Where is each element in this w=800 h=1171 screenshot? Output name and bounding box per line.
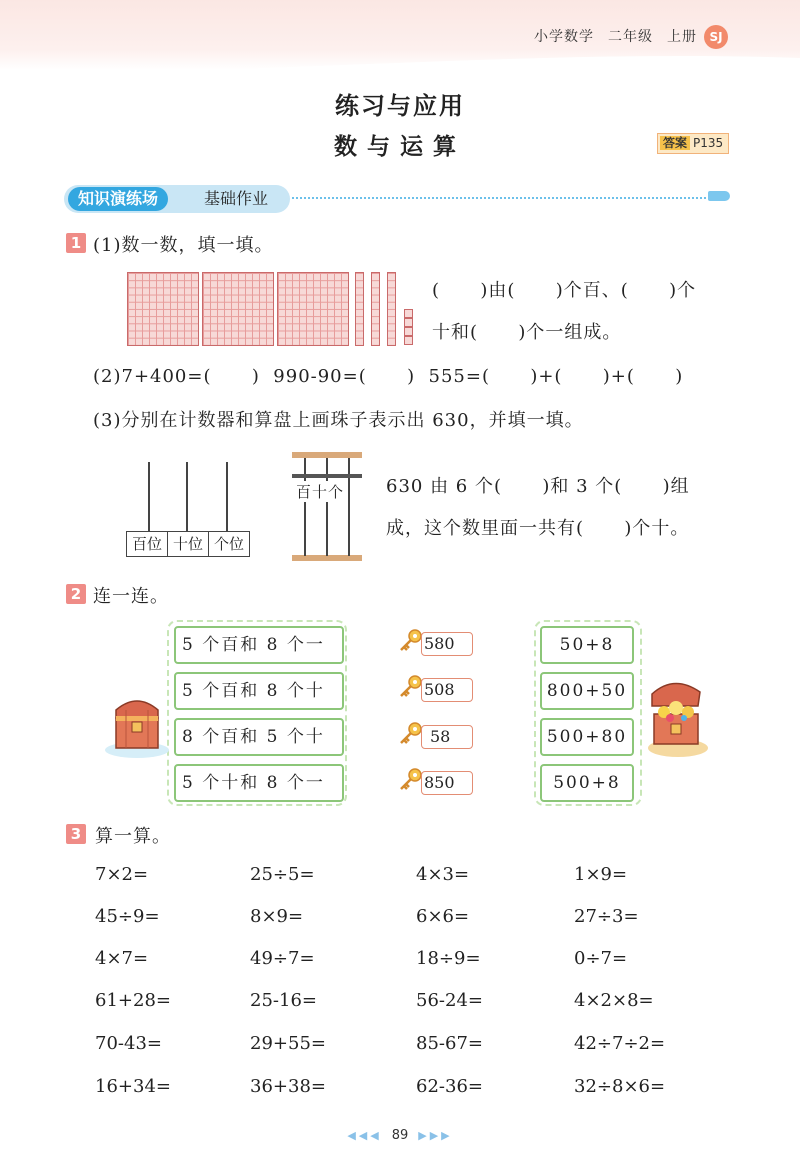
match-left-item[interactable]: 8 个百和 5 个十 bbox=[174, 718, 344, 756]
one-cube bbox=[404, 318, 413, 327]
series-volume: 上册 bbox=[667, 29, 697, 45]
match-number-box[interactable]: 580 bbox=[421, 632, 473, 656]
calc-item[interactable]: 7×2= bbox=[95, 864, 149, 885]
calc-item[interactable]: 42÷7÷2= bbox=[574, 1033, 666, 1054]
calc-item[interactable]: 70-43= bbox=[95, 1033, 162, 1054]
q1-part2-equations[interactable]: (2)7+400=( ) 990-90=( ) 555=( )+( )+( ) bbox=[93, 366, 684, 387]
calc-item[interactable]: 8×9= bbox=[250, 906, 304, 927]
calc-item[interactable]: 32÷8×6= bbox=[574, 1076, 666, 1097]
abacus-beam bbox=[292, 474, 362, 478]
match-number-box[interactable]: 508 bbox=[421, 678, 473, 702]
counter-label-tens: 十位 bbox=[167, 532, 208, 556]
calc-item[interactable]: 25÷5= bbox=[250, 864, 315, 885]
match-number-box[interactable]: 58 bbox=[421, 725, 473, 749]
q3-prompt: 算一算。 bbox=[95, 826, 171, 847]
match-number-box[interactable]: 850 bbox=[421, 771, 473, 795]
section-band-title: 知识演练场 bbox=[68, 187, 168, 211]
series-grade: 二年级 bbox=[608, 29, 653, 45]
q1-part3-fill-line-2[interactable]: 成，这个数里面一共有( )个十。 bbox=[386, 518, 690, 539]
abacus-label-hundreds: 百 bbox=[296, 483, 313, 501]
calc-item[interactable]: 29+55= bbox=[250, 1033, 326, 1054]
calc-item[interactable]: 1×9= bbox=[574, 864, 628, 885]
question-number-2: 2 bbox=[66, 584, 86, 604]
one-cube bbox=[404, 336, 413, 345]
counter-label-ones: 个位 bbox=[208, 532, 249, 556]
one-cube bbox=[404, 327, 413, 336]
calc-item[interactable]: 36+38= bbox=[250, 1076, 326, 1097]
abacus-label-tens: 十 bbox=[312, 483, 329, 501]
calc-item[interactable]: 49÷7= bbox=[250, 948, 315, 969]
calc-item[interactable]: 62-36= bbox=[416, 1076, 483, 1097]
page-title: 练习与应用 bbox=[335, 92, 465, 120]
closed-chest-icon bbox=[102, 680, 172, 760]
q1-part3-fill-line-1[interactable]: 630 由 6 个( )和 3 个( )组 bbox=[386, 476, 690, 497]
ten-rod bbox=[387, 272, 396, 346]
hundred-block bbox=[202, 272, 274, 346]
counter-rod-ones[interactable] bbox=[226, 462, 228, 532]
edition-badge: SJ bbox=[704, 25, 728, 49]
question-number-1: 1 bbox=[66, 233, 86, 253]
calc-item[interactable]: 56-24= bbox=[416, 990, 483, 1011]
section-divider bbox=[292, 197, 710, 199]
pencil-icon bbox=[708, 191, 730, 201]
ten-rod bbox=[355, 272, 364, 346]
series-subject: 小学数学 bbox=[534, 29, 594, 45]
section-band-subtitle: 基础作业 bbox=[204, 189, 269, 208]
question-number-3: 3 bbox=[66, 824, 86, 844]
match-right-item[interactable]: 500+8 bbox=[540, 764, 634, 802]
q1-fill-line-2[interactable]: 十和( )个一组成。 bbox=[432, 322, 622, 343]
calc-item[interactable]: 4×2×8= bbox=[574, 990, 654, 1011]
answer-reference[interactable] bbox=[657, 133, 729, 154]
calc-item[interactable]: 25-16= bbox=[250, 990, 317, 1011]
answer-page: P135 bbox=[693, 136, 724, 150]
abacus-rod-hundreds[interactable] bbox=[304, 458, 306, 556]
calc-item[interactable]: 0÷7= bbox=[574, 948, 628, 969]
calc-item[interactable]: 61+28= bbox=[95, 990, 171, 1011]
match-right-item[interactable]: 50+8 bbox=[540, 626, 634, 664]
page-number: 89 bbox=[391, 1128, 409, 1143]
q1-part3-prompt: (3)分别在计数器和算盘上画珠子表示出 630，并填一填。 bbox=[93, 410, 584, 431]
hundred-block bbox=[127, 272, 199, 346]
calc-item[interactable]: 27÷3= bbox=[574, 906, 639, 927]
abacus-labels bbox=[296, 481, 344, 502]
abacus-label-ones: 个 bbox=[328, 483, 345, 501]
abacus-rod-ones[interactable] bbox=[348, 458, 350, 556]
calc-item[interactable]: 4×3= bbox=[416, 864, 470, 885]
page-subtitle: 数与运算 bbox=[334, 134, 466, 160]
counter-base bbox=[126, 531, 250, 557]
match-left-item[interactable]: 5 个十和 8 个一 bbox=[174, 764, 344, 802]
ten-rod bbox=[371, 272, 380, 346]
counter-rod-hundreds[interactable] bbox=[148, 462, 150, 532]
hundred-block bbox=[277, 272, 349, 346]
book-series bbox=[534, 26, 711, 46]
counter-rod-tens[interactable] bbox=[186, 462, 188, 532]
one-cube bbox=[404, 309, 413, 318]
calc-item[interactable]: 4×7= bbox=[95, 948, 149, 969]
answer-label: 答案 bbox=[660, 136, 690, 150]
match-left-item[interactable]: 5 个百和 8 个一 bbox=[174, 626, 344, 664]
q1-part1-prompt: (1)数一数，填一填。 bbox=[93, 235, 274, 256]
calc-item[interactable]: 6×6= bbox=[416, 906, 470, 927]
match-left-item[interactable]: 5 个百和 8 个十 bbox=[174, 672, 344, 710]
abacus-rod-tens[interactable] bbox=[326, 458, 328, 556]
arrows-right-icon: ▶▶▶ bbox=[418, 1129, 453, 1142]
page-footer bbox=[0, 1128, 800, 1143]
q2-prompt: 连一连。 bbox=[93, 586, 169, 607]
match-right-item[interactable]: 500+80 bbox=[540, 718, 634, 756]
match-right-item[interactable]: 800+50 bbox=[540, 672, 634, 710]
calc-item[interactable]: 45÷9= bbox=[95, 906, 160, 927]
counter-label-hundreds: 百位 bbox=[131, 535, 162, 553]
arrows-left-icon: ◀◀◀ bbox=[347, 1129, 382, 1142]
calc-item[interactable]: 18÷9= bbox=[416, 948, 481, 969]
q1-fill-line-1[interactable]: ( )由( )个百、( )个 bbox=[432, 280, 697, 301]
open-treasure-chest-icon bbox=[640, 674, 710, 760]
calc-item[interactable]: 16+34= bbox=[95, 1076, 171, 1097]
calc-item[interactable]: 85-67= bbox=[416, 1033, 483, 1054]
